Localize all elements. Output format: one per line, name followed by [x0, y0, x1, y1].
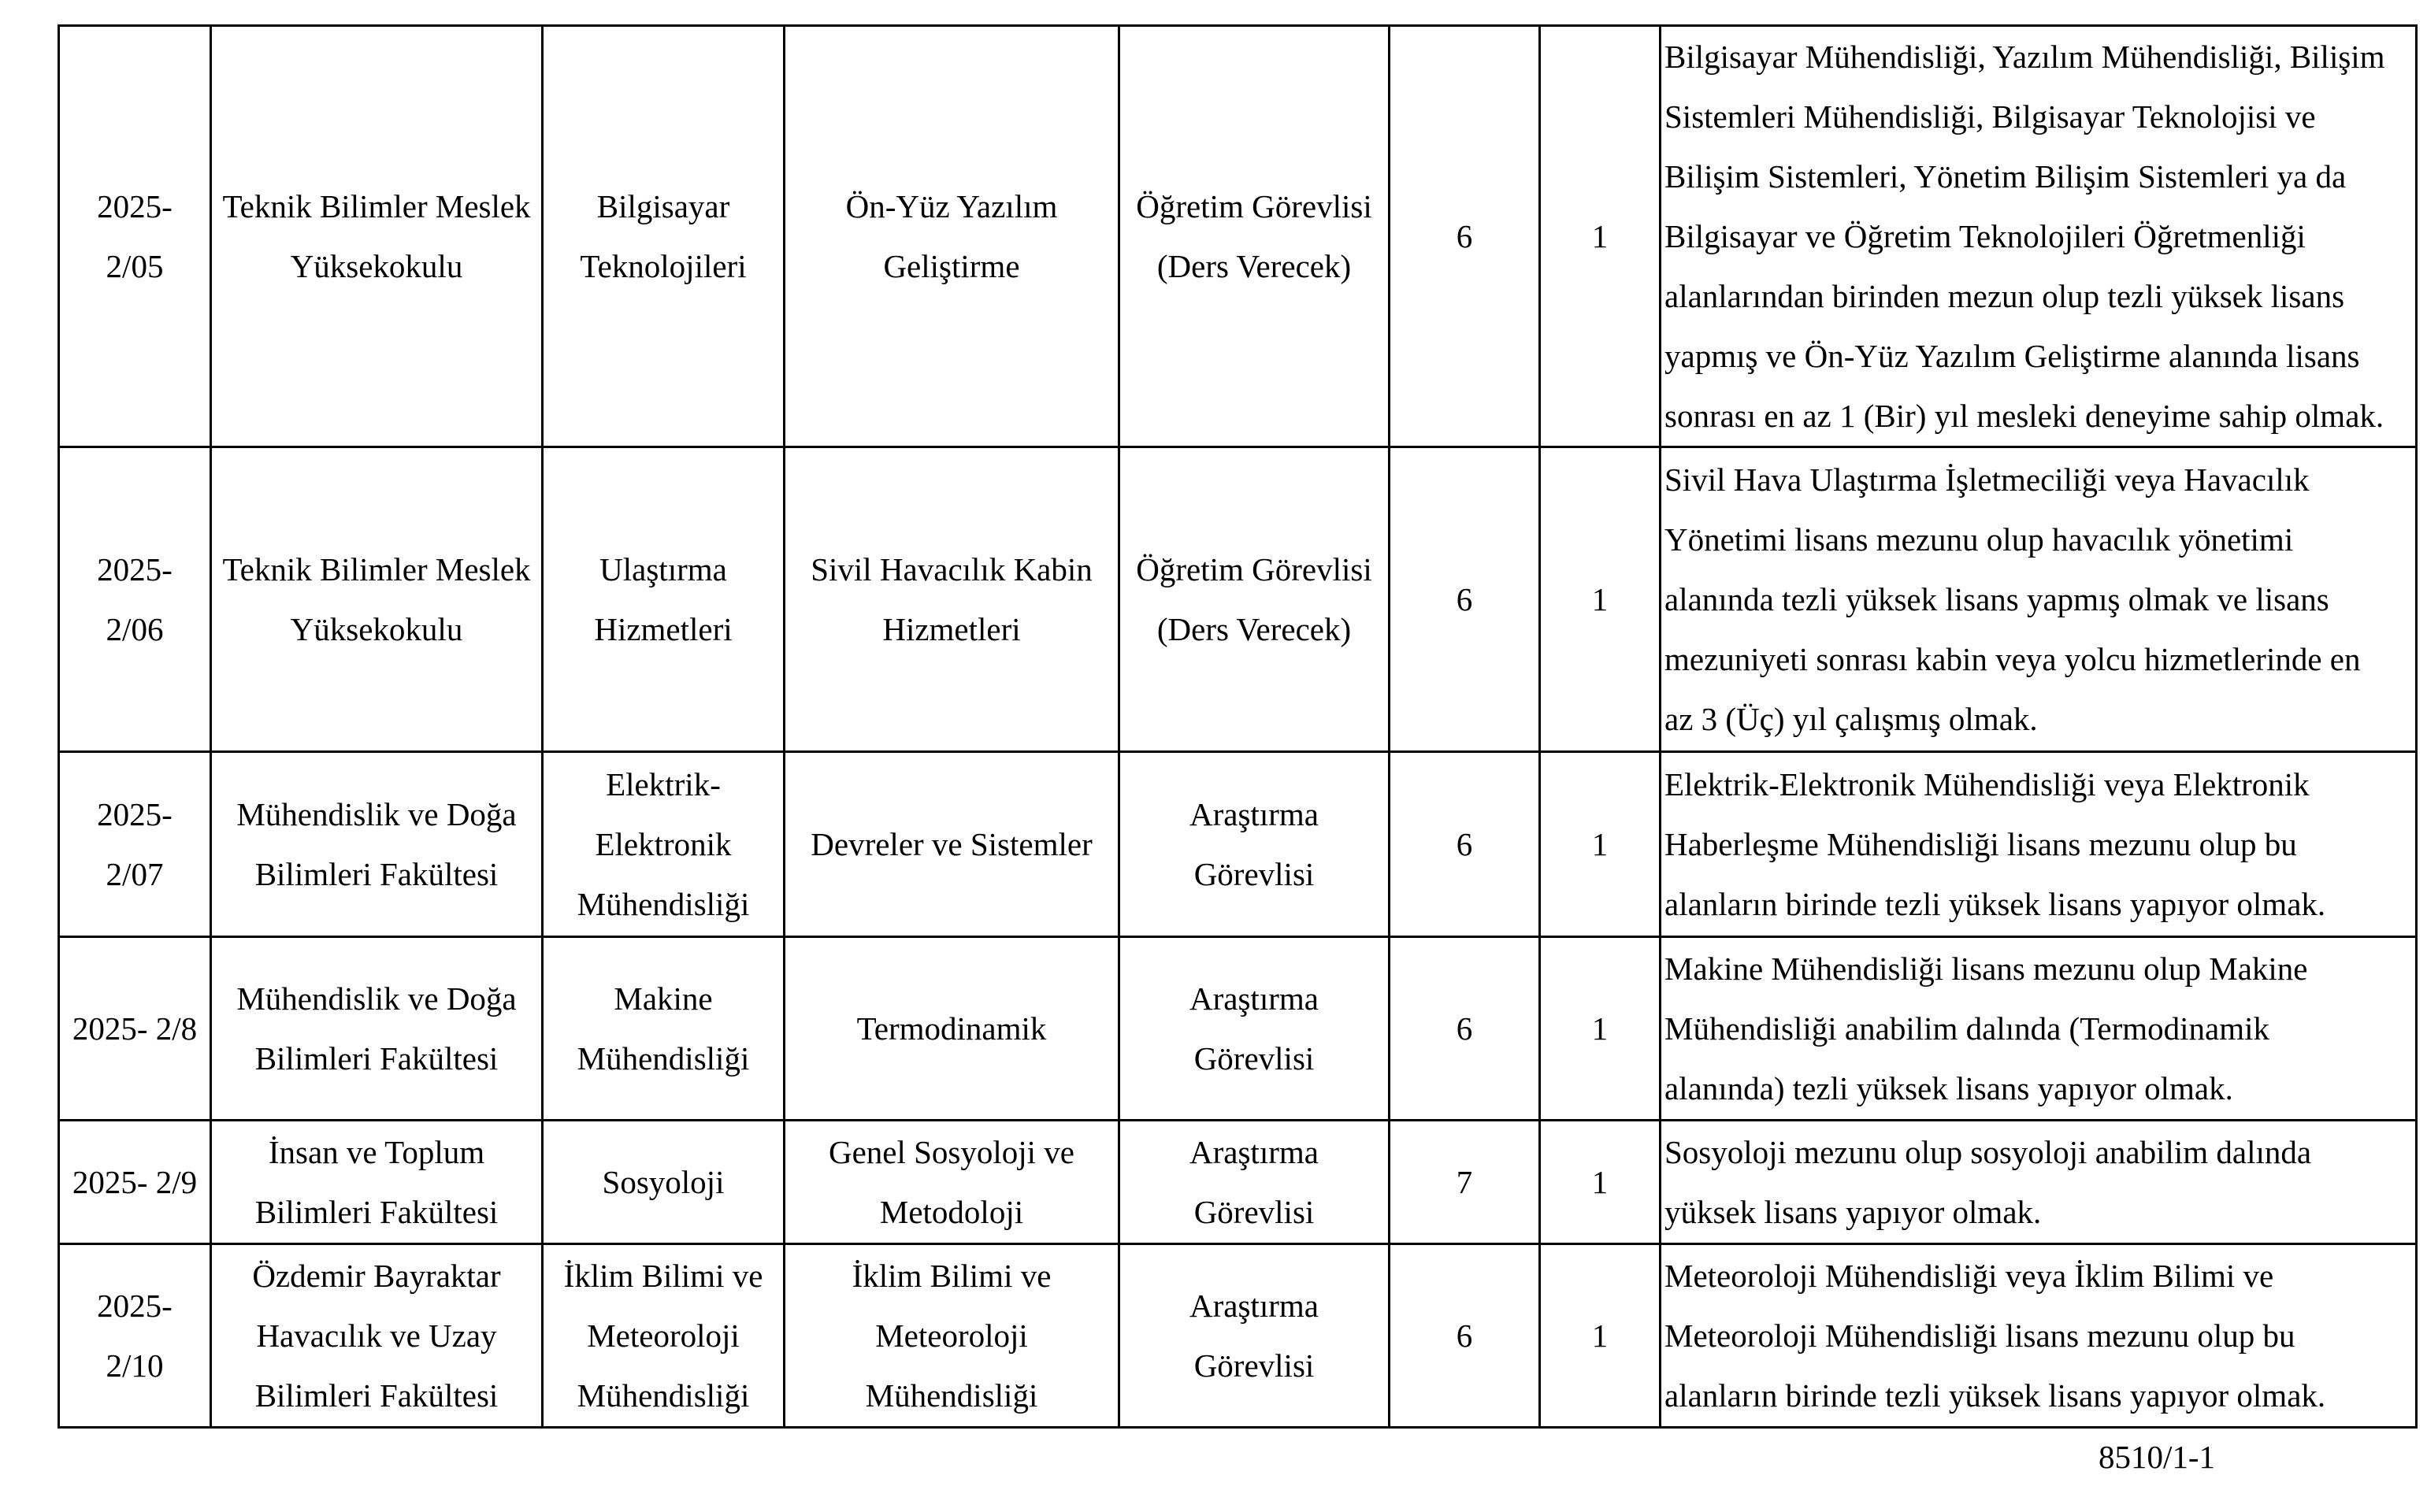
positions-table	[58, 24, 2418, 1429]
cell-field-line: İklim Bilimi ve	[852, 1258, 1052, 1294]
cell-title	[1119, 937, 1390, 1121]
cell-title-line: (Ders Verecek)	[1156, 248, 1352, 284]
cell-unit-line: Havacılık ve Uzay	[256, 1317, 497, 1354]
cell-department	[543, 26, 785, 447]
cell-unit-line: Bilimleri Fakültesi	[254, 1194, 499, 1230]
cell-title-line: Görevlisi	[1193, 1347, 1315, 1384]
cell-degree: 6	[1390, 752, 1540, 937]
cell-unit	[211, 752, 543, 937]
cell-department-line: Mühendisliği	[577, 1377, 750, 1414]
cell-field-line: Ön-Yüz Yazılım	[845, 188, 1058, 224]
cell-count: 1	[1540, 937, 1661, 1121]
cell-code-line: 2/05	[106, 248, 164, 284]
cell-requirements	[1661, 1244, 2417, 1428]
table-row	[59, 752, 2417, 937]
cell-code-line: 2025-	[97, 1288, 173, 1324]
cell-field	[785, 26, 1119, 447]
cell-requirements	[1661, 752, 2417, 937]
cell-title-line: Öğretim Görevlisi	[1136, 188, 1372, 224]
cell-count: 1	[1540, 1121, 1661, 1244]
cell-field	[785, 1244, 1119, 1428]
cell-department-line: Mühendisliği	[577, 1040, 750, 1077]
cell-code-line: 2025- 2/8	[72, 1010, 198, 1047]
cell-degree: 6	[1390, 447, 1540, 752]
cell-title-line: Araştırma	[1189, 1288, 1319, 1324]
cell-code	[59, 26, 211, 447]
cell-field	[785, 447, 1119, 752]
cell-requirements-line: Bilişim Sistemleri, Yönetim Bilişim Sistemleri ya da	[1664, 158, 2347, 195]
cell-requirements-line: Haberleşme Mühendisliği lisans mezunu olup bu	[1664, 826, 2297, 862]
cell-title	[1119, 752, 1390, 937]
cell-degree: 6	[1390, 26, 1540, 447]
cell-code-line: 2/06	[106, 611, 164, 647]
cell-count: 1	[1540, 26, 1661, 447]
cell-code-line: 2025- 2/9	[72, 1164, 198, 1200]
cell-title-line: Araştırma	[1189, 1134, 1319, 1170]
cell-requirements-line: sonrası en az 1 (Bir) yıl mesleki deneyime sahip olmak.	[1664, 398, 2384, 434]
cell-degree: 6	[1390, 1244, 1540, 1428]
cell-title-line: Görevlisi	[1193, 856, 1315, 892]
cell-code	[59, 447, 211, 752]
cell-unit-line: Yüksekokulu	[290, 611, 463, 647]
cell-unit-line: İnsan ve Toplum	[268, 1134, 485, 1170]
cell-requirements-line: Elektrik-Elektronik Mühendisliği veya Elektronik	[1664, 766, 2310, 802]
cell-code-line: 2025-	[97, 188, 173, 224]
cell-department-line: Mühendisliği	[577, 886, 750, 922]
cell-requirements-line: yapmış ve Ön-Yüz Yazılım Geliştirme alanında lisans	[1664, 338, 2360, 374]
cell-department	[543, 937, 785, 1121]
cell-requirements-line: Bilgisayar Mühendisliği, Yazılım Mühendisliği, Bilişim	[1664, 39, 2385, 75]
cell-requirements-line: alanında) tezli yüksek lisans yapıyor olmak.	[1664, 1070, 2233, 1106]
cell-unit-line: Mühendislik ve Doğa	[236, 980, 517, 1017]
cell-requirements-line: Yönetimi lisans mezunu olup havacılık yönetimi	[1664, 521, 2294, 558]
cell-field-line: Mühendisliği	[865, 1377, 1038, 1414]
cell-count: 1	[1540, 1244, 1661, 1428]
cell-field-line: Devreler ve Sistemler	[811, 826, 1093, 862]
cell-department-line: Meteoroloji	[587, 1317, 740, 1354]
cell-field-line: Hizmetleri	[882, 611, 1021, 647]
table-row	[59, 26, 2417, 447]
cell-department-line: İklim Bilimi ve	[563, 1258, 763, 1294]
cell-field-line: Meteoroloji	[875, 1317, 1028, 1354]
cell-requirements-line: az 3 (Üç) yıl çalışmış olmak.	[1664, 701, 2038, 737]
cell-requirements	[1661, 937, 2417, 1121]
table-row	[59, 1244, 2417, 1428]
cell-count: 1	[1540, 447, 1661, 752]
cell-requirements-line: Meteoroloji Mühendisliği veya İklim Bilimi ve	[1664, 1258, 2274, 1294]
cell-title	[1119, 26, 1390, 447]
cell-unit-line: Özdemir Bayraktar	[252, 1258, 501, 1294]
cell-department-line: Bilgisayar	[596, 188, 730, 224]
cell-title-line: Araştırma	[1189, 796, 1319, 832]
cell-title-line: (Ders Verecek)	[1156, 611, 1352, 647]
cell-title	[1119, 1244, 1390, 1428]
cell-department	[543, 1244, 785, 1428]
cell-code	[59, 937, 211, 1121]
cell-unit	[211, 1244, 543, 1428]
cell-requirements-line: alanların birinde tezli yüksek lisans yapıyor olmak.	[1664, 1377, 2326, 1414]
cell-requirements-line: alanların birinde tezli yüksek lisans yapıyor olmak.	[1664, 886, 2326, 922]
cell-field-line: Genel Sosyoloji ve	[828, 1134, 1075, 1170]
cell-unit-line: Yüksekokulu	[290, 248, 463, 284]
cell-unit-line: Teknik Bilimler Meslek	[222, 188, 531, 224]
cell-department-line: Elektrik-	[606, 766, 721, 802]
cell-unit-line: Teknik Bilimler Meslek	[222, 551, 531, 587]
cell-unit-line: Bilimleri Fakültesi	[254, 1040, 499, 1077]
cell-department-line: Ulaştırma	[599, 551, 727, 587]
table-row	[59, 1121, 2417, 1244]
cell-degree: 6	[1390, 937, 1540, 1121]
cell-title-line: Öğretim Görevlisi	[1136, 551, 1372, 587]
cell-requirements-line: Bilgisayar ve Öğretim Teknolojileri Öğretmenliği	[1664, 218, 2306, 254]
cell-field-line: Geliştirme	[883, 248, 1020, 284]
cell-code-line: 2/07	[106, 856, 164, 892]
cell-department-line: Hizmetleri	[594, 611, 733, 647]
cell-field-line: Sivil Havacılık Kabin	[811, 551, 1093, 587]
cell-requirements-line: mezuniyeti sonrası kabin veya yolcu hizmetlerinde en	[1664, 641, 2361, 677]
cell-requirements-line: alanlarından birinden mezun olup tezli yüksek lisans	[1664, 278, 2345, 314]
cell-requirements-line: Mühendisliği anabilim dalında (Termodinamik	[1664, 1010, 2270, 1047]
cell-requirements-line: Sosyoloji mezunu olup sosyoloji anabilim dalında	[1664, 1134, 2312, 1170]
cell-department	[543, 447, 785, 752]
cell-title-line: Görevlisi	[1193, 1194, 1315, 1230]
cell-requirements	[1661, 447, 2417, 752]
cell-unit	[211, 447, 543, 752]
cell-field	[785, 1121, 1119, 1244]
cell-code-line: 2025-	[97, 796, 173, 832]
table-body	[59, 26, 2417, 1428]
cell-count: 1	[1540, 752, 1661, 937]
cell-field-line: Metodoloji	[879, 1194, 1024, 1230]
cell-department-line: Makine	[614, 980, 713, 1017]
table-row	[59, 447, 2417, 752]
cell-code-line: 2025-	[97, 551, 173, 587]
cell-unit	[211, 937, 543, 1121]
cell-title	[1119, 447, 1390, 752]
cell-requirements-line: yüksek lisans yapıyor olmak.	[1664, 1194, 2042, 1230]
cell-requirements	[1661, 1121, 2417, 1244]
cell-code	[59, 1121, 211, 1244]
cell-title-line: Görevlisi	[1193, 1040, 1315, 1077]
cell-department	[543, 1121, 785, 1244]
cell-department	[543, 752, 785, 937]
cell-code	[59, 752, 211, 937]
cell-code-line: 2/10	[106, 1347, 164, 1384]
cell-field-line: Termodinamik	[856, 1010, 1047, 1047]
cell-unit	[211, 1121, 543, 1244]
cell-degree: 7	[1390, 1121, 1540, 1244]
cell-title	[1119, 1121, 1390, 1244]
cell-department-line: Sosyoloji	[602, 1164, 725, 1200]
cell-requirements-line: Meteoroloji Mühendisliği lisans mezunu olup bu	[1664, 1317, 2295, 1354]
cell-field	[785, 752, 1119, 937]
cell-requirements-line: Makine Mühendisliği lisans mezunu olup Makine	[1664, 951, 2308, 987]
cell-unit	[211, 26, 543, 447]
cell-code	[59, 1244, 211, 1428]
cell-unit-line: Bilimleri Fakültesi	[254, 856, 499, 892]
cell-unit-line: Mühendislik ve Doğa	[236, 796, 517, 832]
cell-department-line: Teknolojileri	[580, 248, 747, 284]
cell-title-line: Araştırma	[1189, 980, 1319, 1017]
cell-requirements	[1661, 26, 2417, 447]
cell-requirements-line: Sistemleri Mühendisliği, Bilgisayar Teknolojisi ve	[1664, 98, 2316, 135]
cell-requirements-line: Sivil Hava Ulaştırma İşletmeciliği veya Havacılık	[1664, 461, 2310, 498]
cell-department-line: Elektronik	[595, 826, 732, 862]
table-row	[59, 937, 2417, 1121]
cell-unit-line: Bilimleri Fakültesi	[254, 1377, 499, 1414]
cell-requirements-line: alanında tezli yüksek lisans yapmış olmak ve lisans	[1664, 581, 2329, 617]
cell-field	[785, 937, 1119, 1121]
document-number: 8510/1-1	[2099, 1439, 2216, 1475]
